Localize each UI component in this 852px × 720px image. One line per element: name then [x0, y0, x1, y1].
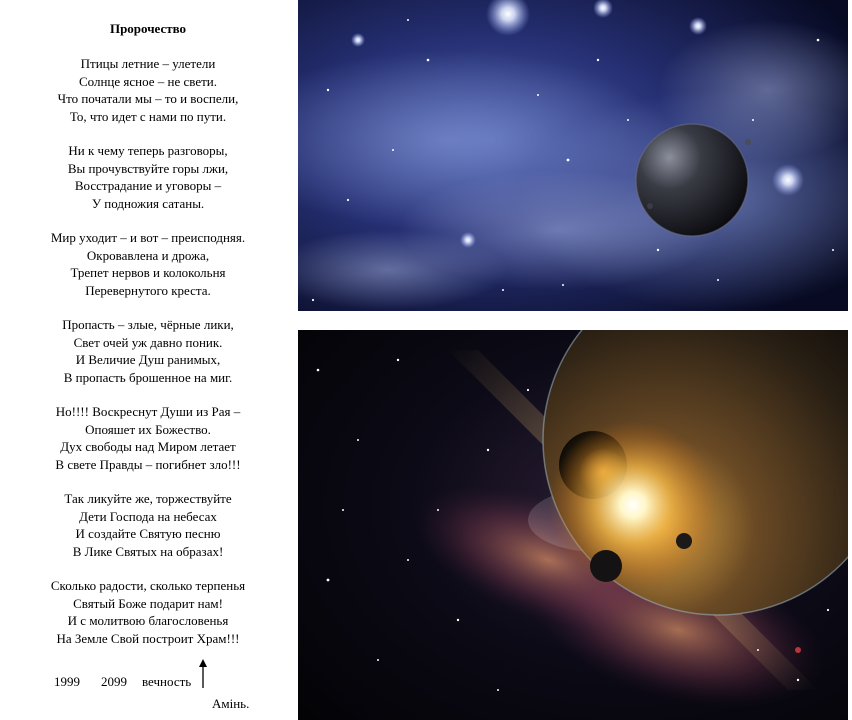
poem-line: Пропасть – злые, чёрные лики,	[62, 317, 234, 332]
stanza	[0, 403, 296, 473]
stanza	[0, 490, 296, 560]
space-planets-image	[298, 330, 848, 720]
poem-line: Так ликуйте же, торжествуйте	[64, 491, 232, 506]
poem-line: У подножия сатаны.	[91, 195, 205, 211]
poem-line: Трепет нервов и колокольня	[70, 265, 226, 280]
stanza	[0, 55, 296, 125]
poem-line: Мир уходит – и вот – преисподняя.	[50, 230, 246, 245]
poem-line: Солнце ясное – не свети.	[78, 73, 218, 89]
poem-line: Дети Господа на небесах	[79, 508, 217, 524]
stanza	[0, 142, 296, 212]
poem-line: Перевернутого креста.	[85, 282, 211, 298]
poem-title: Пророчество	[109, 21, 187, 36]
stanza	[0, 316, 296, 386]
poem-line: Окровавлена и дрожа,	[86, 247, 210, 263]
up-arrow-icon	[197, 659, 209, 689]
poem-line: Птицы летние – улетели	[80, 56, 216, 71]
poem-line: В Лике Святых на образах!	[72, 543, 224, 559]
poem-line: И с молитвою благословенья	[67, 613, 229, 628]
poem-line: Вы прочувствуйте горы лжи,	[67, 160, 229, 176]
poem-line: Опояшет их Божество.	[85, 421, 211, 437]
stanza	[0, 577, 296, 647]
poem-line: Свет очей уж давно поник.	[73, 334, 223, 350]
poem-line: Сколько радости, сколько терпенья	[50, 578, 246, 593]
poem-line: Святый Боже подарит нам!	[73, 595, 223, 611]
poem-line: И Величие Душ ранимых,	[75, 352, 221, 367]
date-end: 2099	[101, 674, 127, 689]
stanza	[0, 229, 296, 299]
poem-column	[0, 0, 296, 720]
poem-closing: Амінь.	[212, 696, 250, 711]
date-eternity: вечность	[142, 674, 192, 689]
poem-line: Что початали мы – то и воспели,	[57, 91, 239, 106]
poem-line: То, что идет с нами по пути.	[69, 108, 227, 124]
poem-line: Восстрадание и уговоры –	[74, 178, 222, 193]
poem-line: И создайте Святую песню	[75, 526, 221, 541]
poem-line: В пропасть брошенное на миг.	[63, 369, 233, 385]
poem-line: На Земле Свой построит Храм!!!	[56, 630, 240, 646]
poem-stanzas	[0, 55, 296, 664]
poem-line: В свете Правды – погибнет зло!!!	[55, 456, 241, 472]
poem-line: Дух свободы над Миром летает	[60, 439, 236, 454]
poem-line: Ни к чему теперь разговоры,	[68, 143, 228, 158]
date-start: 1999	[54, 674, 80, 689]
poem-line: Но!!!! Воскреснут Души из Рая –	[55, 404, 241, 419]
space-nebula-image	[298, 0, 848, 311]
dates-row	[0, 674, 296, 692]
